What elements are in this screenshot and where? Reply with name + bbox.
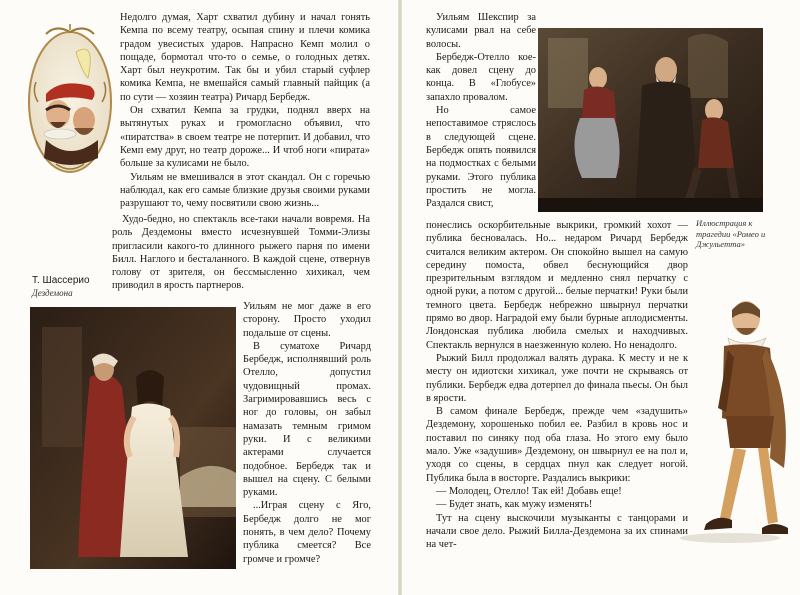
paragraph: Тут на сцену выскочили музыканты с танцорами и начали свое дело. Рыжий Билла-Дездемона за их спинами на чет- xyxy=(426,512,688,551)
paragraph: ...Играя сцену с Яго, Бербедж долго не мог понять, в чем дело? Почему публика смеется? Все громче и громче? xyxy=(243,500,371,565)
caption-title: Т. Шассерио xyxy=(32,275,90,286)
paragraph: Он схватил Кемпа за грудки, поднял вверх на вытянутых руках и громогласно объявил, что «пиратства» в своем театре не потерпит. И добавил, что Кемп ему друг, но театр дороже... И чтоб ноги «пирата» больше за кулисами не было. xyxy=(120,105,370,170)
right-illustration-caption: Иллюстрация к трагедии «Ромео и Джульетта» xyxy=(696,218,766,249)
right-page xyxy=(402,0,800,595)
dialog-line: — Молодец, Отелло! Так ей! Добавь еще! xyxy=(436,485,622,497)
romeo-juliet-painting xyxy=(538,28,763,212)
paragraph: В суматохе Ричард Бербедж, исполнявший роль Отелло, допустил чудовищный промах. Загримировавшись весь с ног до головы, он забыл намазать темным гримом руки. И с великими актерами случается подобное. Бербедж так и вышел на сцену. С белыми руками. xyxy=(243,340,371,499)
portrait-medallion-illustration xyxy=(26,22,114,178)
dialog-line: — Будет знать, как мужу изменять! xyxy=(436,499,593,511)
shakespeare-figure-illustration xyxy=(670,288,796,556)
paragraph: Худо-бедно, но спектакль все-таки начали вовремя. На роль Дездемоны вместо исчезнувшей Томми-Элизы пригласили какого-то длинного рыжего парня по имени Билл. Наглого и бесталанного. В каждой сцене, отвернув голову от зрителя, он бессмысленно хихикал, чем приводил в ярость партнеров. xyxy=(112,214,370,292)
paragraph: В самом финале Бербедж, прежде чем «задушить» Дездемону, хорошенько побил ее. Разбил в кровь нос и поставил по синяку под оба глаза. Но этого ему было мало. Уже «задушив» Дездемону, он швырнул ее на пол и, уходя со сцены, в сердцах пнул как следует ногой. Публика была в восторге. Раздались выкрики: xyxy=(426,406,688,484)
paragraph: Рыжий Билл продолжал валять дурака. К месту и не к месту он идиотски хихикал, уже почти не скрываясь от публики. Бербедж едва дотерпел до финала пьесы. Он был в ярости. xyxy=(426,352,688,404)
left-narrow-text-column xyxy=(243,300,371,566)
paragraph: Бербедж-Отелло кое-как довел сцену до конца. В «Глобусе» запахло провалом. xyxy=(426,51,536,103)
paragraph: Уильям не вмешивался в этот скандал. Он с горечью наблюдал, как его самые близкие друзья своими руками разрушают то, чему посвятили свою жизнь... xyxy=(120,171,370,210)
right-narrow-text-column xyxy=(426,11,536,210)
left-page xyxy=(0,0,398,595)
right-wide-text-column xyxy=(426,219,688,551)
paragraph: понеслись оскорбительные выкрики, громкий хохот — публика бесновалась. Но... недаром Ричард Бербедж считался великим актером. Он спокойно вышел на самую середину помоста, обвел беснующийся двор презрительным взглядом и медленно снял перчатку с одной руки, а потом с другой... белые перчатки! Руки были темного цвета. Бербедж небрежно швырнул перчатки прямо во двор. Наградой ему были бурные аплодисменты. Лондонская публика любила смелых и находчивых. Спектакль вернулся в наезженную колею. Но ненадолго. xyxy=(426,220,688,351)
left-top-text-column xyxy=(120,11,370,210)
paragraph: Уильям Шекспир за кулисами рвал на себе волосы. xyxy=(426,12,536,50)
caption-subtitle: Дездемона xyxy=(32,288,73,298)
paragraph: Но самое непоставимое стряслось в следующей сцене. Бербедж опять появился на подмостках с белыми руками. Этого публика простить не могла. Раздался свист, xyxy=(426,105,536,210)
left-middle-text xyxy=(112,213,370,293)
paragraph: Уильям не мог даже в его сторону. Просто уходил подальше от сцены. xyxy=(243,301,371,339)
paragraph: Недолго думая, Харт схватил дубину и начал гонять Кемпа по всему театру, осыпая спину и плечи комика градом увесистых ударов. Напрасно Кемп молил о пощаде, бормотал что-то о семье, о голодных детях. Харт был неукротим. Так бы и убил старый суфлер комика Кемпа, не вмешайся самый главный пайщик (а по сути — хозяин театра) Ричард Бербедж. xyxy=(120,12,370,103)
desdemona-painting xyxy=(30,307,236,569)
